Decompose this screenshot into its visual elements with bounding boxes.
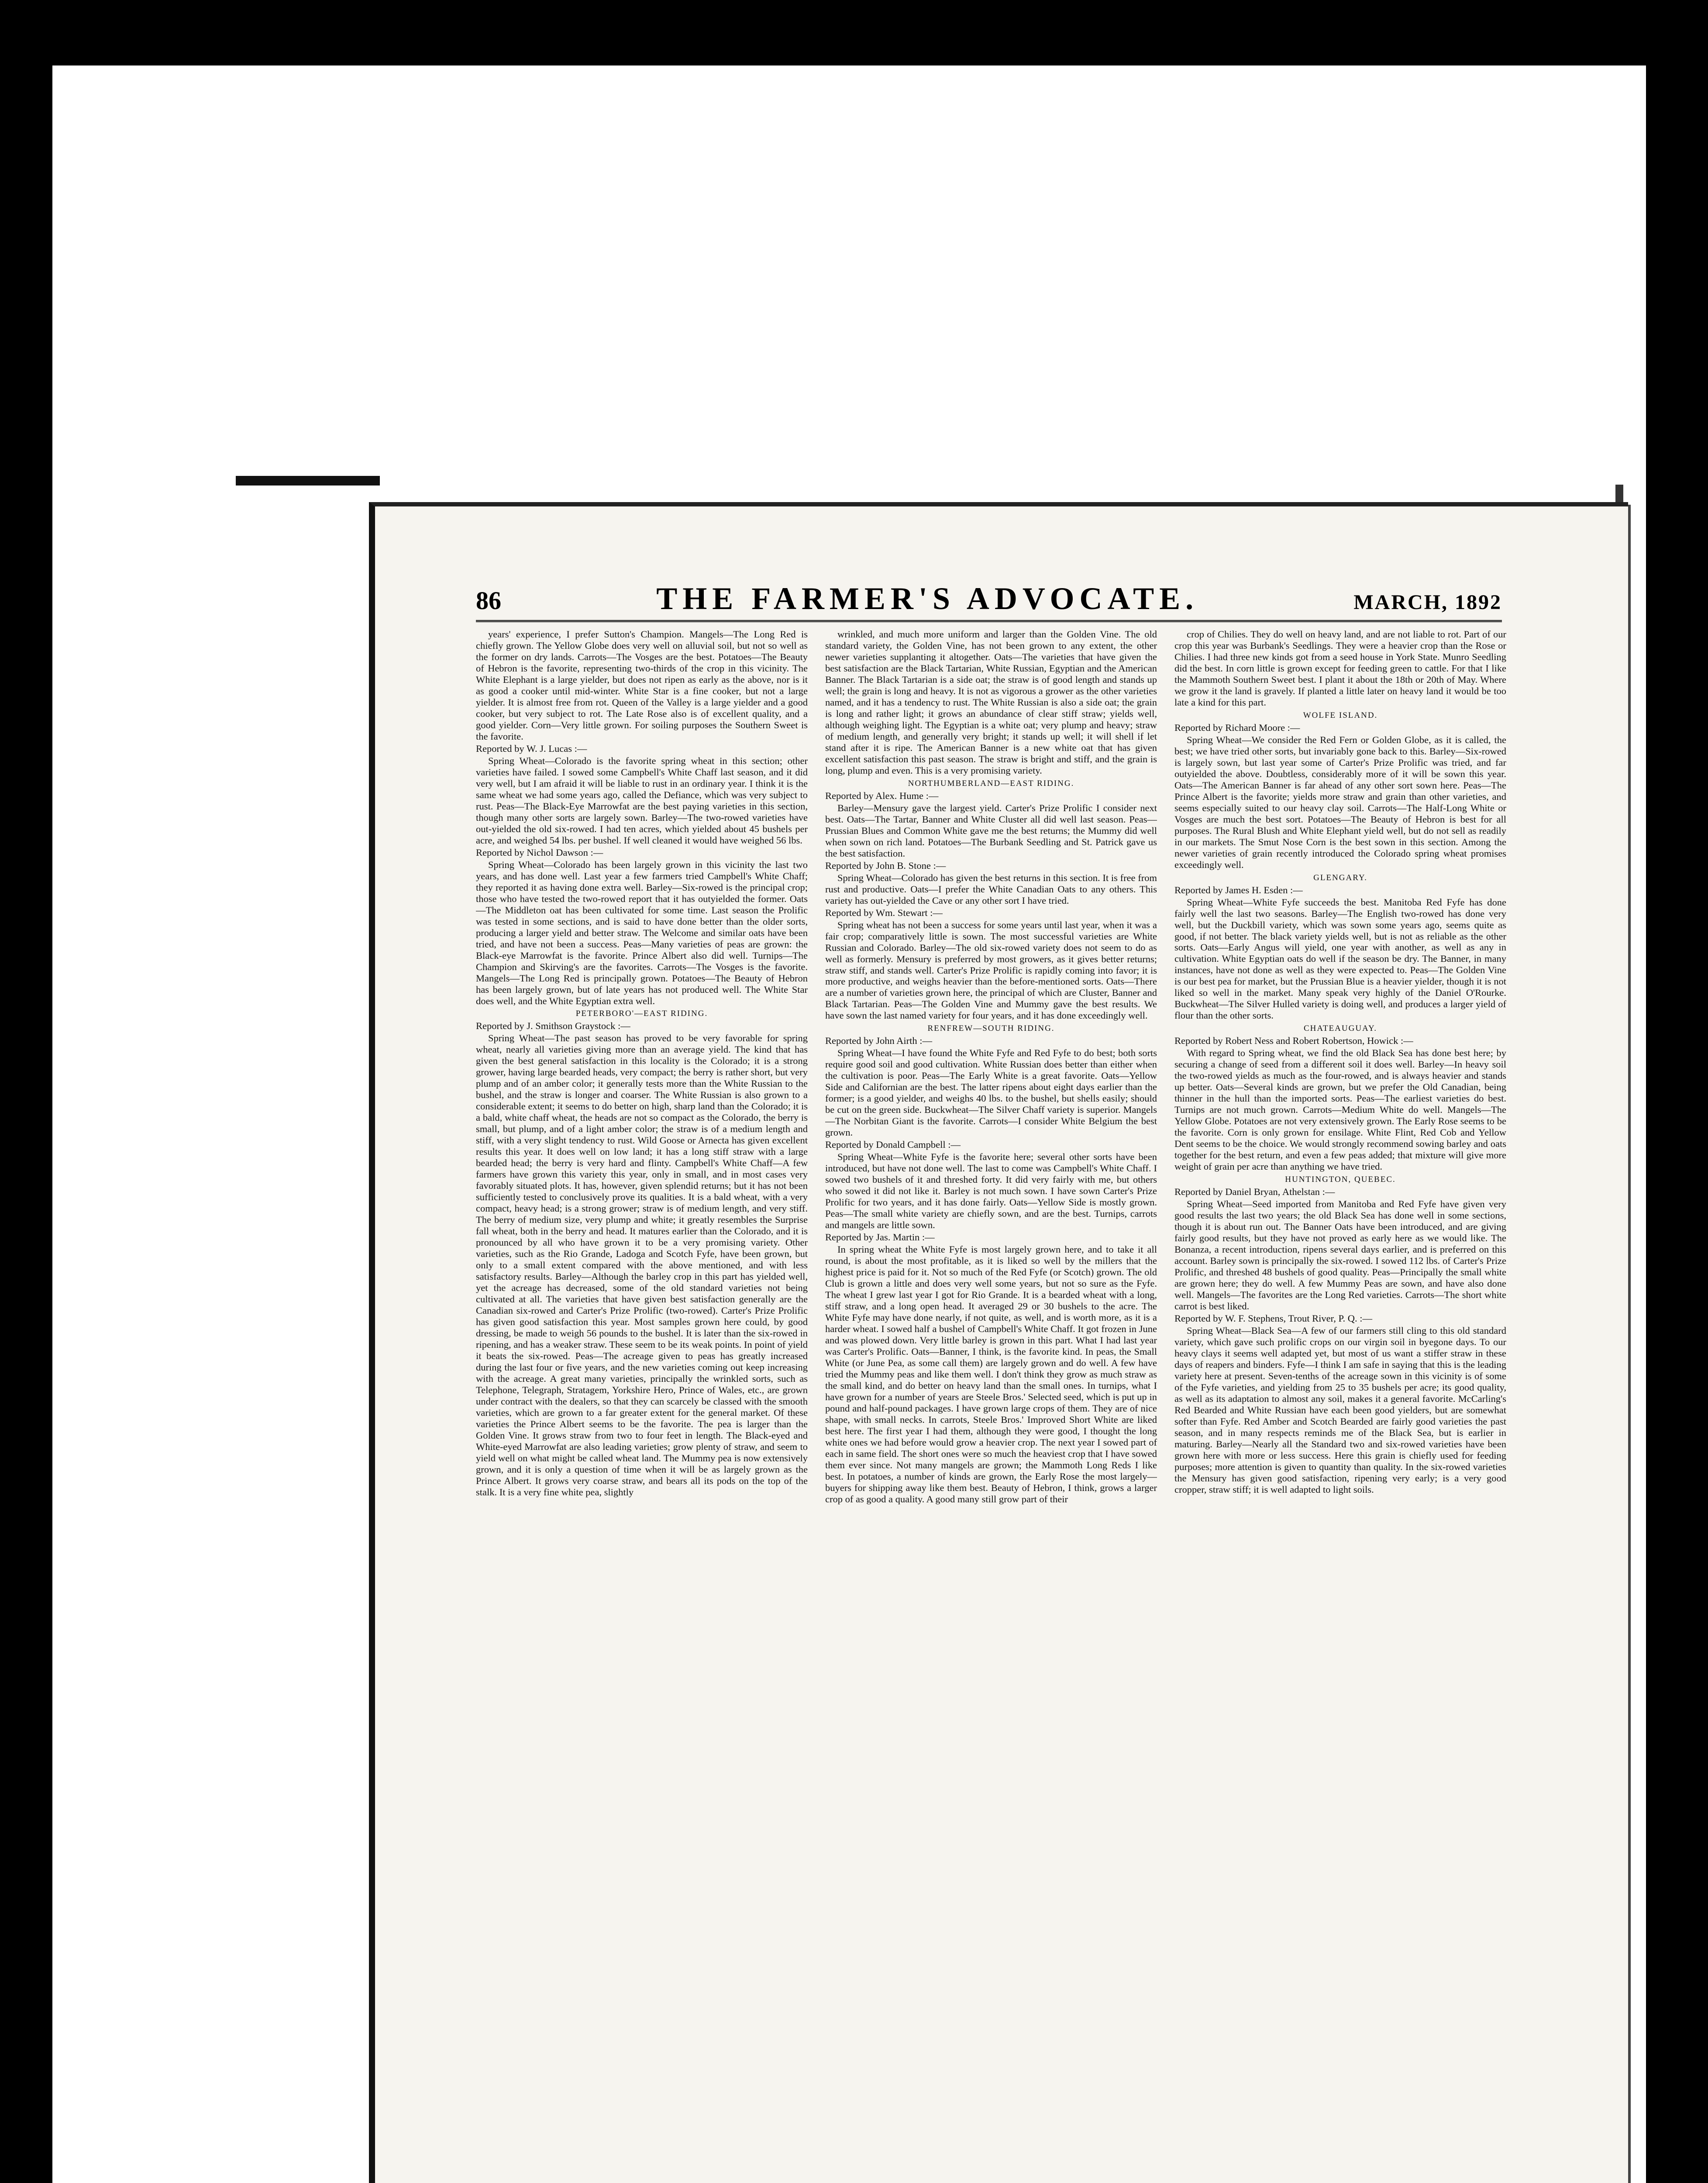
paragraph: Spring Wheat—White Fyfe succeeds the best. Manitoba Red Fyfe has done fairly well the last two seasons. Barley—The English two-rowed has done very well, but the Duckbill variety, which was sown some years ago, seems quite as good, if not better. The black variety yields well, but is not as reliable as the other sorts. Oats—Early Angus will yield, one year with another, as well as any in cultivation. White Egyptian oats do well if the season be dry. The Banner, in many instances, have not done as well as they were expected to. Peas—The Golden Vine is our best pea for market, but the Prussian Blue is a heavier yielder, though it is not liked so well in the market. Many speak very highly of the Daniel O'Rourke. Buckwheat—The Silver Hulled variety is doing well, and produces a larger yield of flour than the other sorts. (1174, 896, 1506, 1021)
section-heading: RENFREW—SOUTH RIDING. (927, 1024, 1055, 1033)
section-heading: PETERBORO'—EAST RIDING. (575, 1009, 708, 1019)
reporter-line: Reported by J. Smithson Graystock :— (476, 1020, 630, 1032)
column-2 (825, 629, 1157, 2157)
column-3 (1174, 629, 1506, 2157)
page-edge-shadow (236, 476, 380, 485)
paragraph: In spring wheat the White Fyfe is most largely grown here, and to take it all round, is about the most profitable, as it is liked so well by the millers that the highest price is paid for it. Not so much of the Red Fyfe (or Scotch) grown. The old Club is grown a little and does very well some years, but not so sure as the Fyfe. The wheat I grew last year I got for Rio Grande. It is a bearded wheat with a long, stiff straw, and a long open head. It averaged 29 or 30 bushels to the acre. The White Fyfe may have done nearly, if not quite, as well, and is worth more, as it is a harder wheat. I sowed half a bushel of Campbell's White Chaff. It got frozen in June and was plowed down. Very little barley is grown in this part. What I had last year was Carter's Prolific. Oats—Banner, I think, is the favorite kind. In peas, the Small White (or June Pea, as some call them) are largely grown and do well. A few have tried the Mummy peas and like them well. I don't think they grow as much straw as the small kind, and do better on heavy land than the small ones. In turnips, what I have grown for a number of years are Steele Bros.' Selected seed, which is put up in pound and half-pound packages. I have grown large crops of them. They are of nice shape, with small necks. In carrots, Steele Bros.' Improved Short White are liked best here. The first year I had them, although they were good, I thought the long white ones we had before would grow a heavier crop. The next year I sowed part of each in same field. The short ones were so much the heaviest crop that I have sowed them ever since. Not many mangels are grown; the Mammoth Long Reds I like best. In potatoes, a number of kinds are grown, the Early Rose the most largely—buyers for shipping away like them best. Beauty of Hebron, I think, grows a larger crop of as good a quality. A good many still grow part of their (825, 1244, 1157, 1505)
paragraph: Spring Wheat—Seed imported from Manitoba and Red Fyfe have given very good results the last two years; the old Black Sea has done well in some sections, though it is about run out. The Banner Oats have been introduced, and are giving fairly good results, but they have not proved as early here as we would like. The Bonanza, a recent introduction, ripens several days earlier, and is preferred on this account. Barley sown is principally the six-rowed. I sowed 112 lbs. of Carter's Prize Prolific, and threshed 48 bushels of good quality. Peas—Principally the small white are grown here; they do well. A few Mummy Peas are sown, and have also done well. Mangels—The favorites are the Long Red varieties. Carrots—The short white carrot is best liked. (1174, 1198, 1506, 1312)
reporter-line: Reported by Donald Campbell :— (825, 1139, 961, 1150)
page-header (476, 581, 1502, 622)
paragraph: Spring Wheat—Black Sea—A few of our farmers still cling to this old standard variety, which gave such prolific crops on our virgin soil in byegone days. To our heavy clays it seems well adapted yet, but most of us want a stiffer straw in these days of reapers and binders. Fyfe—I think I am safe in saying that this is the leading variety here at present. Seven-tenths of the acreage sown in this vicinity is of some of the Fyfe varieties, and yielding from 25 to 35 bushels per acre; its good quality, as well as its adaptation to almost any soil, makes it a general favorite. McCarling's Red Bearded and White Russian have each been good yielders, but are somewhat softer than Fyfe. Red Amber and Scotch Bearded are fairly good varieties the past season, and in many respects reminds me of the Black Sea, but is earlier in maturing. Barley—Nearly all the Standard two and six-rowed varieties have been grown here with more or less success. Here this grain is chiefly used for feeding purposes; more attention is given to quantity than quality. In the six-rowed varieties the Mensury has given good satisfaction, ripening very early; is a very good cropper, straw stiff; it is well adapted to light soils. (1174, 1325, 1506, 1495)
section-heading: CHATEAUGUAY. (1303, 1024, 1377, 1033)
article-columns (476, 629, 1506, 2157)
paragraph: Spring Wheat—Colorado has given the best returns in this section. It is free from rust and productive. Oats—I prefer the White Canadian Oats to any others. This variety has out-yielded the Cave or any other sort I have tried. (825, 872, 1157, 906)
paragraph: Spring Wheat—I have found the White Fyfe and Red Fyfe to do best; both sorts require good soil and good cultivation. White Russian does better than either when the cultivation is poor. Peas—The Early White is a great favorite. Oats—Yellow Side and Californian are the best. The latter ripens about eight days earlier than the former; is a good yielder, and weighs 40 lbs. to the bushel, but shells easily; should be cut on the green side. Buckwheat—The Silver Chaff variety is superior. Mangels—The Norbitan Giant is the favorite. Carrots—I consider White Belgium the best grown. (825, 1047, 1157, 1138)
paragraph: Spring Wheat—Colorado is the favorite spring wheat in this section; other varieties have failed. I sowed some Campbell's White Chaff last season, and it did very well, but I am afraid it will be liable to rust in an ordinary year. I think it is the same wheat we had some years ago, called the Defiance, which was very subject to rust. Peas—The Black-Eye Marrowfat are the best paying varieties in this section, though many other sorts are largely sown. Barley—The two-rowed varieties have out-yielded the old six-rowed. I had ten acres, which yielded about 45 bushels per acre, and weighed 54 lbs. per bushel. If well cleaned it would have weighed 56 lbs. (476, 755, 808, 846)
paragraph: Spring Wheat—Colorado has been largely grown in this vicinity the last two years, and has done well. Last year a few farmers tried Campbell's White Chaff; they reported it as having done extra well. Barley—Six-rowed is the principal crop; those who have tested the two-rowed report that it has outyielded the former. Oats—The Middleton oat has been cultivated for some time. Last season the Prolific was tested in some sections, and is said to have done better than the older sorts, producing a larger yield and better straw. The Welcome and similar oats have been tried, and have not been a success. Peas—Many varieties of peas are grown: the Black-eye Marrowfat is the favorite. Prince Albert also did well. Turnips—The Champion and Skirving's are the favorites. Carrots—The Vosges is the favorite. Mangels—The Long Red is principally grown. Potatoes—The Beauty of Hebron has been largely grown, but of late years has not produced well. The White Star does well, and the White Egyptian extra well. (476, 859, 808, 1006)
reporter-line: Reported by Wm. Stewart :— (825, 907, 943, 918)
paragraph: With regard to Spring wheat, we find the old Black Sea has done best here; by securing a change of seed from a different soil it does well. Barley—In heavy soil the two-rowed yields as much as the four-rowed, and is always heavier and stands up better. Oats—Several kinds are grown, but we prefer the Old Canadian, being thinner in the hull than the imported sorts. Peas—The earliest varieties do best. Turnips are not much grown. Carrots—Medium White do well. Mangels—The Yellow Globe. Potatoes are not very extensively grown. The Early Rose seems to be the favorite. Corn is only grown for ensilage. White Flint, Red Cob and Yellow Dent seems to be the choice. We would strongly recommend sowing barley and oats together for the best return, and even a few peas added; that mixture will give more weight of grain per acre than anything we have tried. (1174, 1047, 1506, 1172)
column-1 (476, 629, 808, 2157)
reporter-line: Reported by Richard Moore :— (1174, 722, 1300, 733)
section-heading: GLENGARY. (1313, 873, 1367, 882)
paragraph: Spring wheat has not been a success for some years until last year, when it was a fair crop; comparatively little is sown. The most successful varieties are White Russian and Colorado. Barley—The old six-rowed variety does not seem to do as well as formerly. Mensury is preferred by most growers, as it gives better returns; straw stiff, and stands well. Carter's Prize Prolific is rapidly coming into favor; it is more productive, and weighs heavier than the before-mentioned sorts. Oats—There are a number of varieties grown here, the principal of which are Cluster, Banner and Black Tartarian. Peas—The Golden Vine and Mummy gave the best results. We have sown the last named variety for four years, and it has done exceedingly well. (825, 919, 1157, 1021)
masthead-title: THE FARMER'S ADVOCATE. (656, 581, 1199, 616)
reporter-line: Reported by John B. Stone :— (825, 860, 946, 871)
paragraph: Barley—Mensury gave the largest yield. Carter's Prize Prolific I consider next best. Oats—The Tartar, Banner and White Cluster all did well last season. Peas—Prussian Blues and Common White gave me the best returns; the Mummy did well when sown on rich land. Potatoes—The Burbank Seedling and St. Patrick gave us the best satisfaction. (825, 802, 1157, 859)
section-heading: HUNTINGTON, QUEBEC. (1285, 1175, 1396, 1184)
reporter-line: Reported by Nichol Dawson :— (476, 847, 603, 858)
reporter-line: Reported by Daniel Bryan, Athelstan :— (1174, 1186, 1335, 1198)
reporter-line: Reported by W. F. Stephens, Trout River, P. Q. :— (1174, 1312, 1372, 1324)
paragraph: Spring Wheat—The past season has proved to be very favorable for spring wheat, nearly all varieties giving more than an average yield. The kind that has given the best general satisfaction in this locality is the Colorado; it is a strong grower, having large bearded heads, very compact; the berry is rather short, but very plump and of an amber color; it generally tests more than the White Russian to the bushel, and the straw is longer and coarser. The White Russian is also grown to a considerable extent; it seems to do better on high, sharp land than the Colorado; it is a bald, white chaff wheat, the heads are not so compact as the Colorado, the berry is small, but plump, and of a light amber color; the straw is of a medium length and stiff, with a very slight tendency to rust. Wild Goose or Arnecta has given excellent results this year. It does well on low land; it has a long stiff straw with a large bearded head; the berry is very hard and flinty. Campbell's White Chaff—A few farmers have grown this variety this year, only in small, and in most cases very favorably situated plots. It has, however, given splendid returns; but it has not been sufficiently tested to conclusively prove its qualities. It is a bald wheat, with a very compact, heavy head; is a strong grower; straw is of medium length, and very stiff. The berry of medium size, very plump and white; it greatly resembles the Surprise fall wheat, both in the berry and head. It matures earlier than the Colorado, and it is pronounced by all who have grown it to be a very promising variety. Other varieties, such as the Rio Grande, Ladoga and Scotch Fyfe, have been grown, but only to a small extent compared with the above mentioned, and with less satisfactory results. Barley—Although the barley crop in this part has yielded well, yet the acreage has decreased, some of the old standard varieties not being cultivated at all. The varieties that have given best satisfaction generally are the Canadian six-rowed and Carter's Prize Prolific (two-rowed). Carter's Prize Prolific has given good satisfaction this year. Most samples grown here could, by good dressing, be made to weigh 56 pounds to the bushel. It is later than the six-rowed in ripening, and has a weaker straw. These seem to be its weak points. In point of yield it beats the six-rowed. Peas—The acreage given to peas has greatly increased during the last four or five years, and the new varieties coming out keep increasing with the acreage. A great many varieties, principally the wrinkled sorts, such as Telephone, Telegraph, Stratagem, Yorkshire Hero, Prince of Wales, etc., are grown under contract with the dealers, so that they can scarcely be classed with the smooth varieties, which are grown to a far greater extent for the general market. Of these varieties the Prince Albert seems to be the favorite. The pea is larger than the Golden Vine. It grows straw from two to four feet in length. The Black-eyed and White-eyed Marrowfat are also leading varieties; grow plenty of straw, and seem to yield well on what might be called wheat land. The Mummy pea is now extensively grown, and it is only a question of time when it will be as largely grown as the Prince Albert. It grows very coarse straw, and bears all its pods on the top of the stalk. It is a very fine white pea, slightly (476, 1033, 808, 1498)
reporter-line: Reported by Jas. Martin :— (825, 1232, 935, 1243)
section-heading: NORTHUMBERLAND—EAST RIDING. (908, 778, 1074, 788)
reporter-line: Reported by James H. Esden :— (1174, 884, 1303, 895)
section-heading: WOLFE ISLAND. (1303, 710, 1378, 720)
issue-date: MARCH, 1892 (1353, 591, 1502, 614)
paragraph: crop of Chilies. They do well on heavy land, and are not liable to rot. Part of our crop this year was Burbank's Seedlings. They were a heavier crop than the Rose or Chilies. I had three new kinds got from a seed house in York State. Munro Seedling did the best. In corn little is grown except for feeding green to cattle. For that I like the Mammoth Southern Sweet best. I plant it about the 18th or 20th of May. Where we grow it the land is gravely. If planted a little later on heavy land it would be too late a kind for this part. (1174, 629, 1506, 708)
reporter-line: Reported by Robert Ness and Robert Robertson, Howick :— (1174, 1035, 1413, 1047)
paragraph: years' experience, I prefer Sutton's Champion. Mangels—The Long Red is chiefly grown. The Yellow Globe does very well on alluvial soil, but not so well as the former on dry lands. Carrots—The Vosges are the best. Potatoes—The Beauty of Hebron is the favorite, representing two-thirds of the crop in this vicinity. The White Elephant is a large yielder, but does not ripen as early as the above, nor is it as good a cooker until mid-winter. White Star is a fine cooker, but not a large yielder. It is almost free from rot. Queen of the Valley is a large yielder and a good cooker, but very subject to rot. The Late Rose also is of excellent quality, and a good yielder. Corn—Very little grown. For soiling purposes the Southern Sweet is the favorite. (476, 629, 808, 742)
reporter-line: Reported by Alex. Hume :— (825, 790, 939, 801)
paragraph: wrinkled, and much more uniform and larger than the Golden Vine. The old standard variety, the Golden Vine, has not been grown to any extent, the other newer varieties supplanting it altogether. Oats—The varieties that have given the best satisfaction are the Black Tartarian, White Russian, Egyptian and the American Banner. The Black Tartarian is a side oat; the straw is of good length and stands up well; the grain is long and heavy. It is not as vigorous a grower as the other varieties named, and it has a tendency to rust. The White Russian is also a side oat; the grain is long and rather light; it grows an abundance of clear stiff straw; yields well, although weighing light. The Egyptian is a white oat; very plump and heavy; straw of medium length, and generally very bright; it stands up well; it will shell if let stand after it is ripe. The American Banner is a new white oat that has given excellent satisfaction this past season. The straw is bright and stiff, and the grain is long, plump and even. This is a very promising variety. (825, 629, 1157, 776)
paragraph: Spring Wheat—We consider the Red Fern or Golden Globe, as it is called, the best; we have tried other sorts, but invariably gone back to this. Barley—Six-rowed is largely sown, but last year some of Carter's Prize Prolific was tried, and far outyielded the above. Doubtless, considerably more of it will be sown this year. Oats—The American Banner is far ahead of any other sort sown here. Peas—The Prince Albert is the favorite; yields more straw and grain than other varieties, and seems especially suited to our heavy clay soil. Carrots—The Half-Long White or Vosges are much the best sort. Potatoes—The Beauty of Hebron is best for all purposes. The Rural Blush and White Elephant yield well, but do not sell as readily in our markets. The Smut Nose Corn is the best sown in this section. Among the newer varieties of grain recently introduced the Colorado spring wheat promises exceedingly well. (1174, 734, 1506, 870)
reporter-line: Reported by W. J. Lucas :— (476, 743, 587, 754)
page-number: 86 (476, 586, 501, 615)
reporter-line: Reported by John Airth :— (825, 1035, 932, 1047)
paragraph: Spring Wheat—White Fyfe is the favorite here; several other sorts have been introduced, but have not done well. The last to come was Campbell's White Chaff. I sowed two bushels of it and threshed forty. It did very fairly with me, but others who sowed it did not like it. Barley is not much sown. I have sown Carter's Prize Prolific for two years, and it has done fairly. Oats—Yellow Side is mostly grown. Peas—The small white variety are chiefly sown, and are the best. Turnips, carrots and mangels are little sown. (825, 1151, 1157, 1231)
